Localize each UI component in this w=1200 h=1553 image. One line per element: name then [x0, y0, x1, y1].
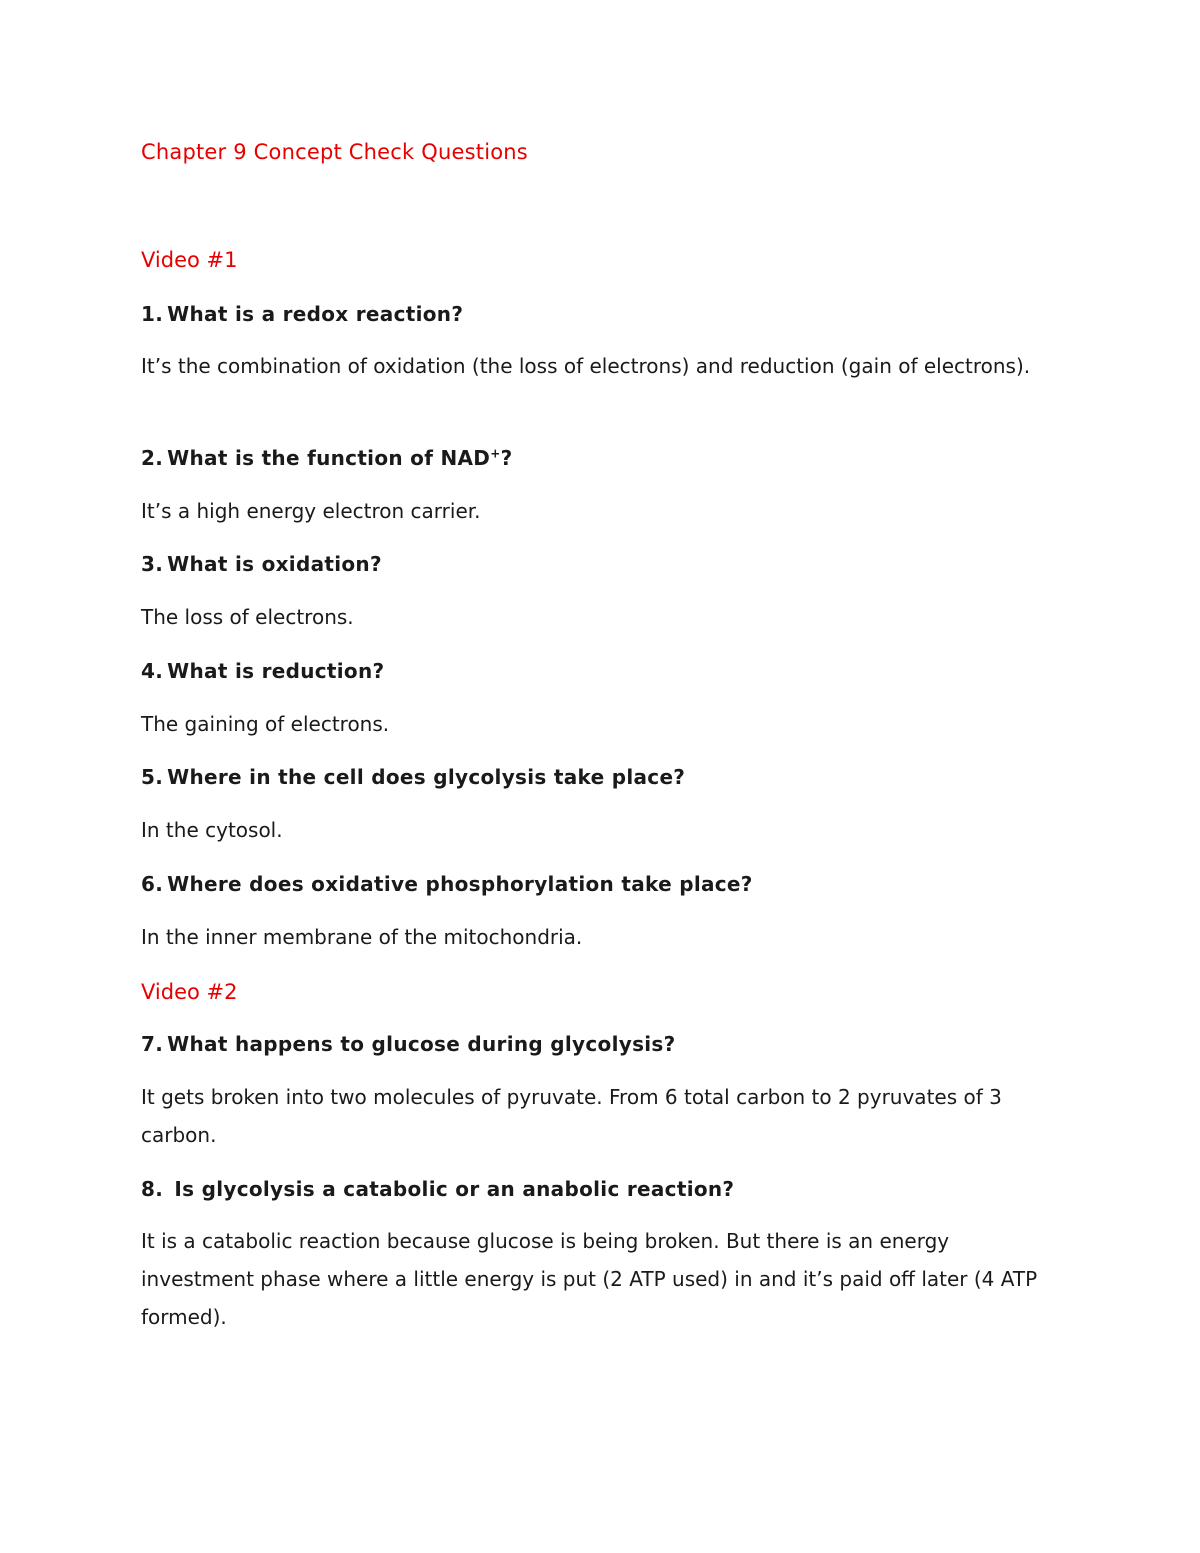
- section-heading-video-2: Video #2: [141, 980, 238, 1004]
- section-heading-video-1: Video #1: [141, 248, 238, 272]
- question-6: [141, 872, 753, 896]
- question-text: What is a redox reaction?: [167, 302, 464, 326]
- superscript: +: [490, 446, 501, 461]
- question-7: [141, 1032, 676, 1056]
- question-text: What happens to glucose during glycolysis?: [167, 1032, 676, 1056]
- question-text: What is oxidation?: [167, 552, 382, 576]
- question-number: 1.: [141, 302, 164, 326]
- answer-2: It’s a high energy electron carrier.: [141, 499, 481, 523]
- question-number: 7.: [141, 1032, 164, 1056]
- question-8: [141, 1177, 734, 1201]
- question-number: 3.: [141, 552, 164, 576]
- question-number: 4.: [141, 659, 164, 683]
- document-title: Chapter 9 Concept Check Questions: [141, 140, 528, 164]
- question-text: Where in the cell does glycolysis take place?: [167, 765, 686, 789]
- question-1: [141, 302, 463, 326]
- answer-7: It gets broken into two molecules of pyruvate. From 6 total carbon to 2 pyruvates of 3 carbon.: [141, 1085, 1002, 1147]
- question-text: Is glycolysis a catabolic or an anabolic reaction?: [174, 1177, 735, 1201]
- answer-5: In the cytosol.: [141, 818, 283, 842]
- question-text: Where does oxidative phosphorylation take place?: [167, 872, 753, 896]
- question-number: 2.: [141, 446, 164, 470]
- answer-3: The loss of electrons.: [141, 605, 354, 629]
- question-number: 5.: [141, 765, 164, 789]
- question-number: 6.: [141, 872, 164, 896]
- question-number: 8.: [141, 1177, 171, 1201]
- answer-1: It’s the combination of oxidation (the loss of electrons) and reduction (gain of electrons).: [141, 354, 1031, 378]
- question-3: [141, 552, 382, 576]
- question-5: [141, 765, 685, 789]
- question-text: What is the function of NAD: [167, 446, 491, 470]
- question-2: [141, 446, 512, 470]
- answer-6: In the inner membrane of the mitochondria.: [141, 925, 583, 949]
- answer-8: It is a catabolic reaction because glucose is being broken. But there is an energy investment phase where a little energy is put (2 ATP used) in and it’s paid off later (4 ATP formed).: [141, 1229, 1038, 1329]
- answer-4: The gaining of electrons.: [141, 712, 390, 736]
- question-4: [141, 659, 384, 683]
- question-tail: ?: [500, 446, 513, 470]
- question-text: What is reduction?: [167, 659, 385, 683]
